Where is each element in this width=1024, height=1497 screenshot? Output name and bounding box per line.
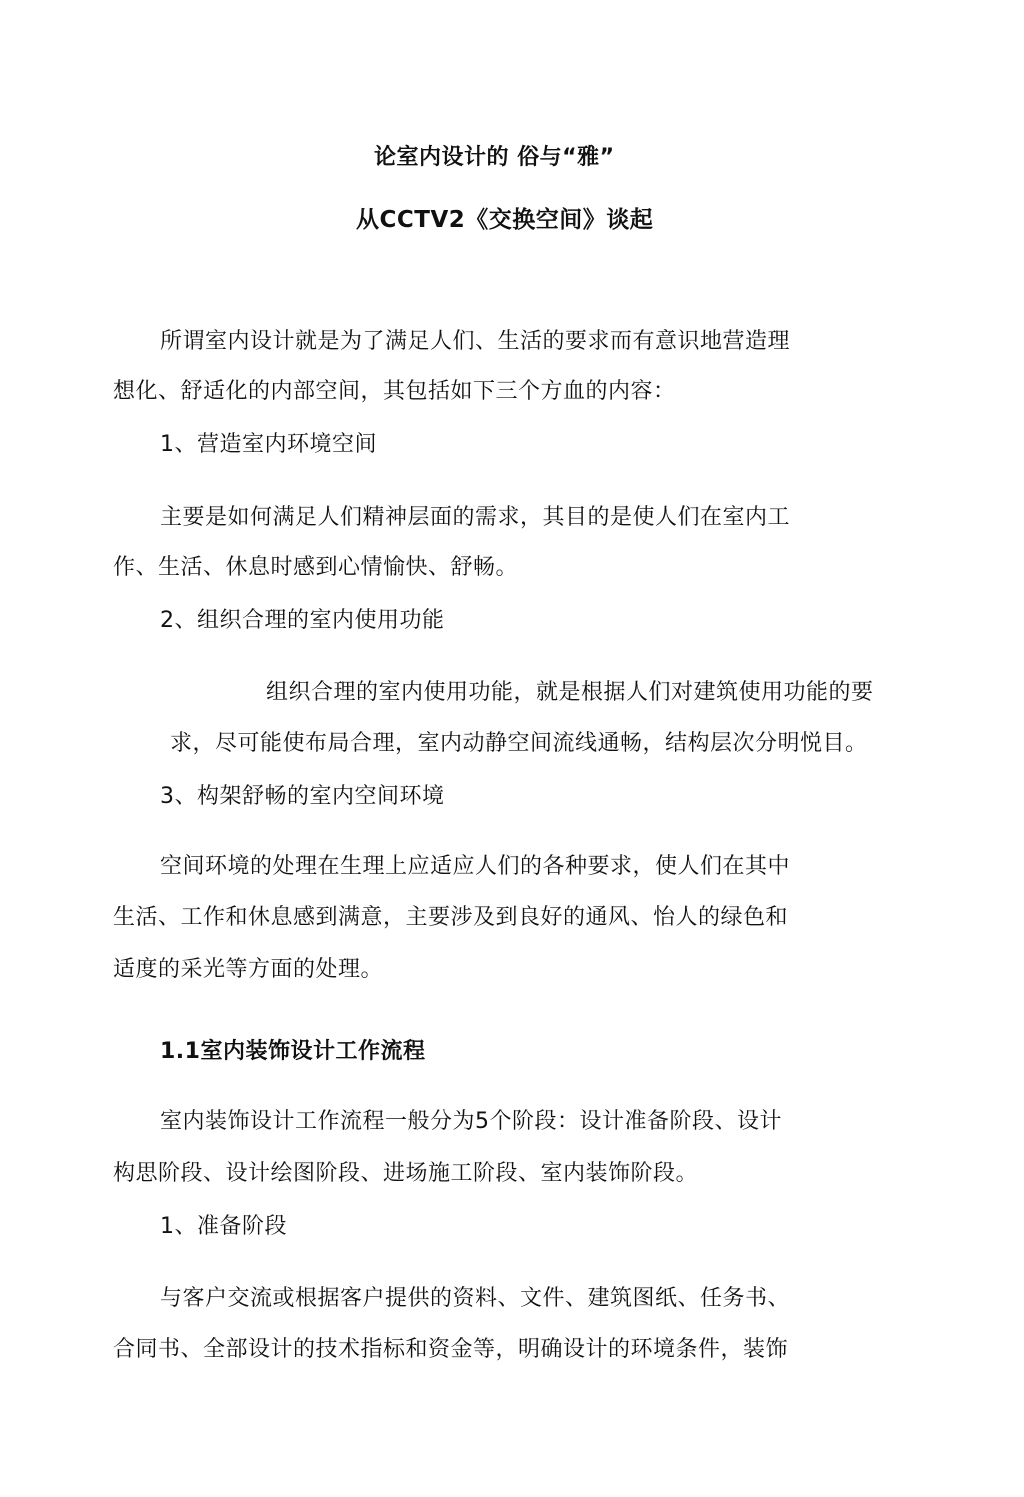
point3-heading: 3、构架舒畅的室内空间环境 bbox=[160, 784, 445, 809]
document-subtitle: 从CCTV2《交换空间》谈起 bbox=[356, 207, 654, 233]
stage1-heading: 1、准备阶段 bbox=[160, 1214, 287, 1239]
point2-heading: 2、组织合理的室内使用功能 bbox=[160, 608, 445, 633]
point3-body-line-3: 适度的采光等方面的处理。 bbox=[113, 957, 384, 982]
point1-body-line-1: 主要是如何满足人们精神层面的需求，其目的是使人们在室内工 bbox=[160, 505, 791, 530]
stage1-body-line-2: 合同书、全部设计的技术指标和资金等，明确设计的环境条件，装饰 bbox=[113, 1337, 789, 1362]
stage1-body-line-1: 与客户交流或根据客户提供的资料、文件、建筑图纸、任务书、 bbox=[160, 1286, 791, 1311]
section-1-1-heading: 1.1室内装饰设计工作流程 bbox=[160, 1039, 426, 1064]
section-1-1-body-line-1: 室内装饰设计工作流程一般分为5个阶段：设计准备阶段、设计 bbox=[160, 1109, 782, 1134]
point2-body-line-1: 组织合理的室内使用功能，就是根据人们对建筑使用功能的要 bbox=[266, 680, 874, 705]
intro-line-2: 想化、舒适化的内部空间，其包括如下三个方血的内容： bbox=[113, 379, 676, 404]
point3-body-line-2: 生活、工作和休息感到满意，主要涉及到良好的通风、怡人的绿色和 bbox=[113, 905, 789, 930]
intro-line-1: 所谓室内设计就是为了满足人们、生活的要求而有意识地营造理 bbox=[160, 329, 791, 354]
document-title: 论室内设计的 俗与“雅” bbox=[374, 145, 615, 170]
point1-body-line-2: 作、生活、休息时感到心情愉快、舒畅。 bbox=[113, 555, 519, 580]
point2-body-line-2: 求，尽可能使布局合理，室内动静空间流线通畅，结构层次分明悦目。 bbox=[170, 731, 868, 756]
point1-heading: 1、营造室内环境空间 bbox=[160, 432, 377, 457]
point3-body-line-1: 空间环境的处理在生理上应适应人们的各种要求，使人们在其中 bbox=[160, 854, 791, 879]
section-1-1-body-line-2: 构思阶段、设计绘图阶段、进场施工阶段、室内装饰阶段。 bbox=[113, 1161, 699, 1186]
